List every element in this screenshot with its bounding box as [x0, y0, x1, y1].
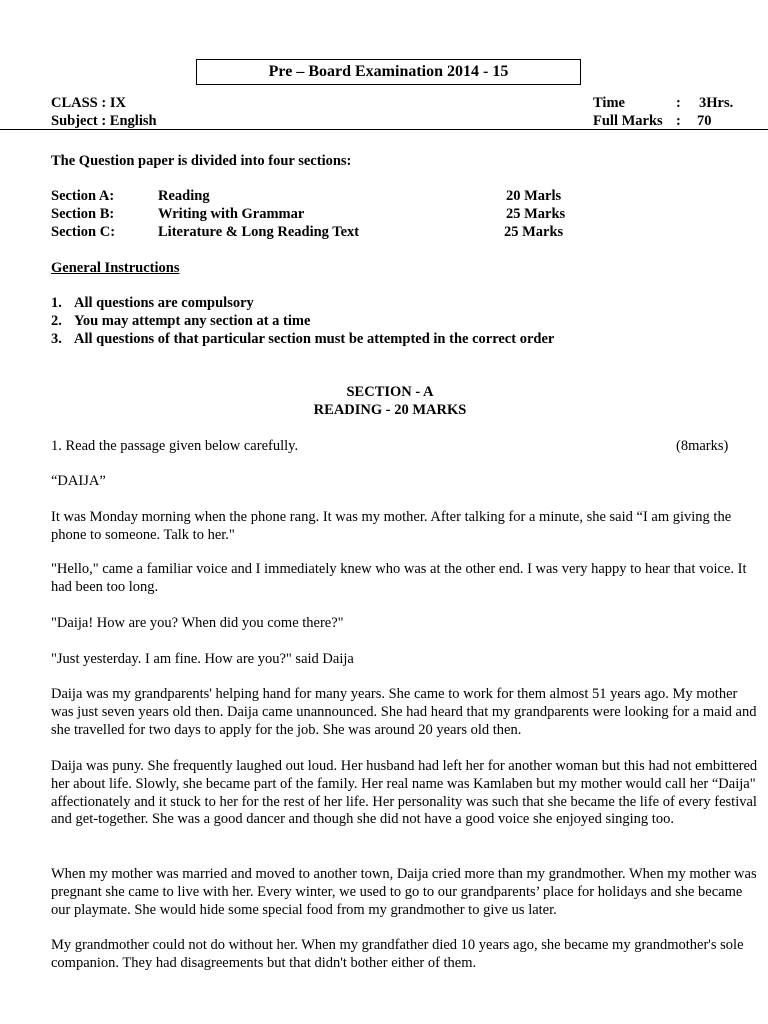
full-marks-value: 70	[697, 113, 712, 129]
exam-title: Pre – Board Examination 2014 - 15	[196, 59, 581, 85]
section-label: Section B:	[51, 206, 115, 222]
section-label: Section C:	[51, 224, 116, 240]
passage-title: “DAIJA”	[51, 473, 106, 489]
section-label: Section A:	[51, 188, 115, 204]
time-separator: :	[676, 95, 681, 111]
list-item-number: 2.	[51, 313, 62, 329]
list-item-number: 3.	[51, 331, 62, 347]
time-key: Time	[593, 95, 625, 111]
intro-text: The Question paper is divided into four sections:	[51, 153, 352, 169]
section-heading: SECTION - A	[346, 384, 434, 400]
section-name: Literature & Long Reading Text	[158, 224, 360, 240]
full-marks-separator: :	[676, 113, 681, 129]
paragraph: When my mother was married and moved to another town, Daija cried more than my grandmother. When my mother was pregnant she came to live with her. Every winter, we used to go to our grandparents’ place for holidays and she became our playmate. She would hide some special food from my grandmother to give us later.	[51, 866, 757, 918]
time-value: 3Hrs.	[699, 95, 734, 111]
full-marks-key: Full Marks	[593, 113, 663, 129]
list-item-number: 1.	[51, 295, 62, 311]
section-name: Reading	[158, 188, 210, 204]
section-name: Writing with Grammar	[158, 206, 305, 222]
section-subheading: READING - 20 MARKS	[313, 402, 467, 418]
instructions-heading: General Instructions	[51, 260, 180, 276]
section-marks: 25 Marks	[506, 206, 566, 222]
header-divider	[0, 129, 768, 130]
subject-label: Subject : English	[51, 113, 157, 129]
paragraph: Daija was puny. She frequently laughed out loud. Her husband had left her for another woman but this had not embittered her about life. Slowly, she became part of the family. Her real name was Kamlaben but my mother would call her “Daija" affectionately and it stuck to her for the rest of her life. Her personality was such that she became the life of every festival and get-together. She was a good dancer and though she did not have a good voice she enjoyed singing too.	[51, 758, 758, 828]
paragraph: "Hello," came a familiar voice and I immediately knew who was at the other end. I was very happy to hear that voice. It had been too long.	[51, 561, 747, 595]
section-marks: 25 Marks	[504, 224, 564, 240]
section-marks: 20 Marls	[506, 188, 562, 204]
paragraph: Daija was my grandparents' helping hand for many years. She came to work for them almost 51 years ago. My mother was just seven years old then. Daija came unannounced. She had heard that my grandparents were looking for a maid and she travelled for two days to apply for the job. She was around 20 years old then.	[51, 686, 757, 738]
list-item-text: You may attempt any section at a time	[74, 313, 311, 329]
question-marks: (8marks)	[676, 438, 729, 454]
class-label: CLASS : IX	[51, 95, 126, 111]
paragraph: "Just yesterday. I am fine. How are you?" said Daija	[51, 651, 354, 667]
paragraph: "Daija! How are you? When did you come there?"	[51, 615, 344, 631]
list-item-text: All questions of that particular section must be attempted in the correct order	[74, 331, 555, 347]
question-text: 1. Read the passage given below carefully.	[51, 438, 299, 454]
paragraph: My grandmother could not do without her. When my grandfather died 10 years ago, she became my grandmother's sole companion. They had disagreements but that didn't bother either of them.	[51, 937, 744, 971]
list-item-text: All questions are compulsory	[74, 295, 254, 311]
paragraph: It was Monday morning when the phone rang. It was my mother. After talking for a minute, she said “I am giving the phone to someone. Talk to her."	[51, 509, 732, 543]
